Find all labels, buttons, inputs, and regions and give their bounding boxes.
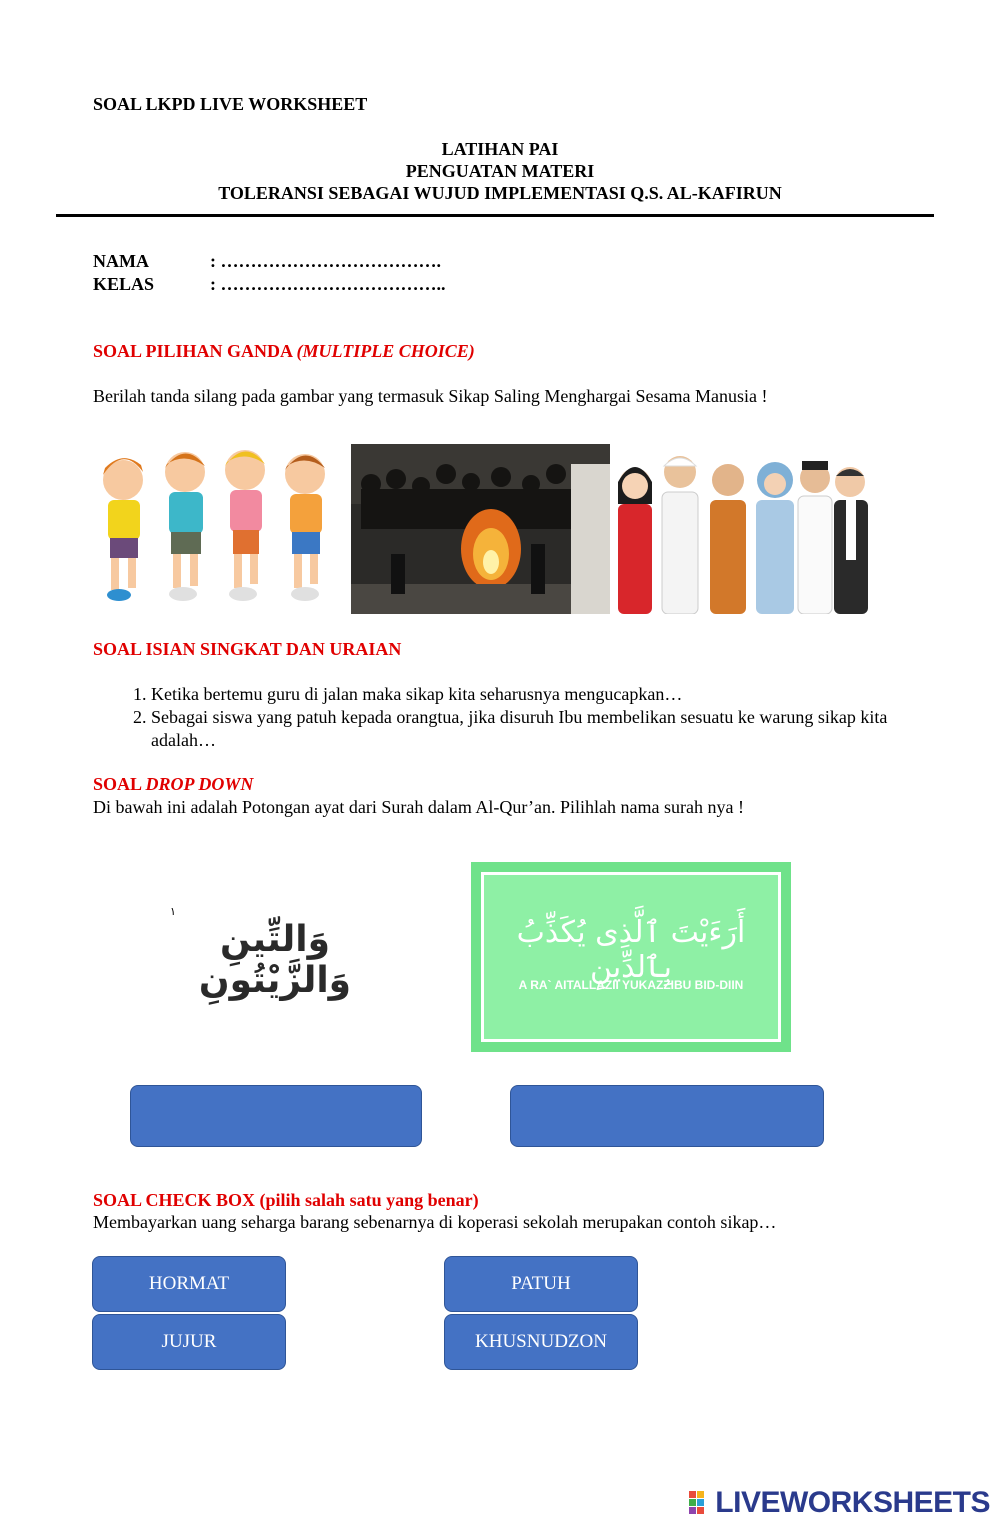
class-label: KELAS [93,274,155,294]
check-box-heading: SOAL CHECK BOX (pilih salah satu yang benar) [93,1190,479,1210]
cb-instruction: Membayarkan uang seharga barang sebenarnya di koperasi sekolah merupakan contoh sikap… [93,1212,777,1232]
children-fighting-illustration [93,430,343,612]
mc-instruction: Berilah tanda silang pada gambar yang termasuk Sikap Saling Menghargai Sesama Manusia ! [93,386,768,406]
worksheet-top-title: SOAL LKPD LIVE WORKSHEET [93,94,368,114]
option-jujur[interactable]: JUJUR [92,1314,286,1370]
multiple-choice-heading [93,341,475,362]
short-answer-list [93,683,951,752]
riot-photo-illustration [351,444,610,614]
dropdown-answer-2[interactable] [510,1085,824,1147]
verse-1-image [150,895,410,1005]
name-field[interactable]: : ………………………………. [210,251,441,271]
drop-down-heading [93,774,253,795]
diverse-people-illustration [610,444,868,614]
verse-2-arabic: أَرَءَيْتَ ٱلَّذِى يُكَذِّبُ بِٱلدِّينِ [516,915,746,985]
option-khusnudzon[interactable]: KHUSNUDZON [444,1314,638,1370]
dd-heading-italic: DROP DOWN [145,774,254,794]
class-row [93,274,446,295]
picture-children-fighting[interactable] [93,430,343,612]
question-2: 2. Sebagai siswa yang patuh kepada orangtua, jika disuruh Ibu membelikan sesuatu ke warung sikap kita adalah… [151,706,951,752]
question-1: 1. Ketika bertemu guru di jalan maka sikap kita seharusnya mengucapkan… [151,683,951,706]
verse-2-inner [481,872,781,1042]
verse-1-arabic: وَالتِّينِ وَالزَّيْتُونِ [198,919,352,1001]
title-line-3: TOLERANSI SEBAGAI WUJUD IMPLEMENTASI Q.S. AL-KAFIRUN [218,183,782,203]
mc-heading-text: SOAL PILIHAN GANDA [93,341,293,361]
verse-2-panel [471,862,791,1052]
short-answer-heading: SOAL ISIAN SINGKAT DAN URAIAN [93,639,402,659]
title-line-2: PENGUATAN MATERI [405,161,595,181]
name-row [93,251,441,272]
dropdown-answer-1[interactable] [130,1085,422,1147]
header-divider [56,214,934,217]
name-label: NAMA [93,251,149,271]
logo-mark-icon [689,1491,713,1515]
dd-instruction: Di bawah ini adalah Potongan ayat dari Surah dalam Al-Qur’an. Pilihlah nama surah nya ! [93,797,744,817]
verse-2-latin: A RA` AITALLAZII YUKAZZIBU BID-DIIN [518,978,744,992]
dd-heading-text: SOAL [93,774,142,794]
option-hormat[interactable]: HORMAT [92,1256,286,1312]
liveworksheets-logo [689,1486,990,1520]
option-patuh[interactable]: PATUH [444,1256,638,1312]
mc-heading-italic: (MULTIPLE CHOICE) [296,341,475,361]
picture-diverse-people[interactable] [610,444,868,614]
class-field[interactable]: : ……………………………….. [210,274,446,294]
verse-1-number: ١ [170,905,176,918]
logo-text: LIVEWORKSHEETS [715,1486,990,1519]
title-line-1: LATIHAN PAI [441,139,559,159]
picture-riot[interactable] [351,444,610,614]
